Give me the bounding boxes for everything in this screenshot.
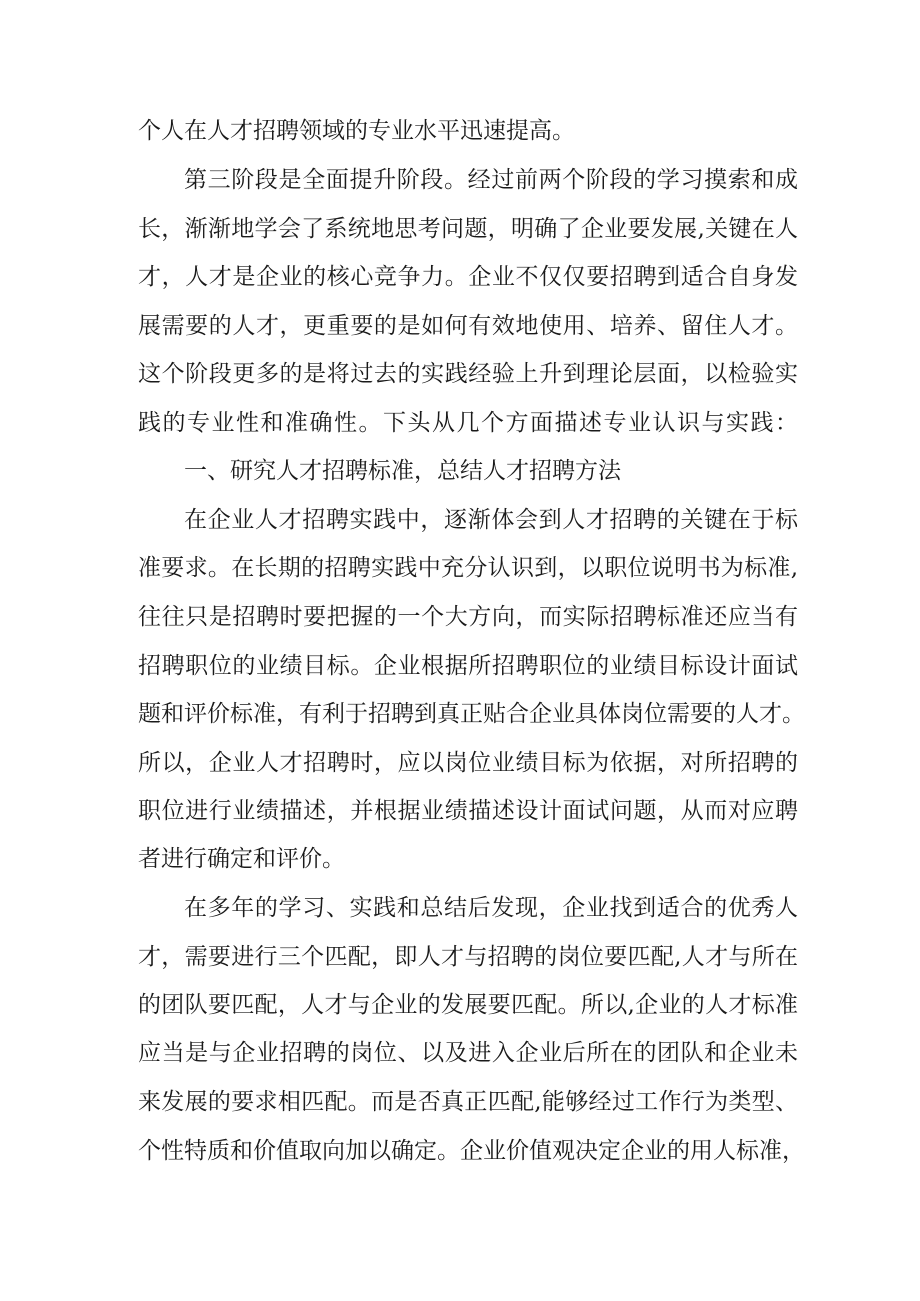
text-line: 职位进行业绩描述，并根据业绩描述设计面试问题，从而对应聘: [138, 798, 798, 824]
text-line: 在企业人才招聘实践中，逐渐体会到人才招聘的关键在于标: [184, 507, 798, 533]
text-line: 个性特质和价值取向加以确定。企业价值观决定企业的用人标准，: [138, 1138, 805, 1164]
text-line: 题和评价标准，有利于招聘到真正贴合企业具体岗位需要的人才。: [138, 701, 805, 727]
text-line: 个人在人才招聘领域的专业水平迅速提高。: [138, 118, 575, 144]
text-line: 践的专业性和准确性。下头从几个方面描述专业认识与实践：: [138, 410, 798, 436]
text-line: 才，人才是企业的核心竞争力。企业不仅仅要招聘到适合自身发: [138, 264, 798, 290]
text-line: 这个阶段更多的是将过去的实践经验上升到理论层面，以检验实: [138, 361, 798, 387]
text-line: 者进行确定和评价。: [138, 846, 345, 872]
text-line: 长，渐渐地学会了系统地思考问题，明确了企业要发展,关键在人: [138, 216, 798, 242]
text-line: 第三阶段是全面提升阶段。经过前两个阶段的学习摸索和成: [184, 167, 798, 193]
text-line: 在多年的学习、实践和总结后发现，企业找到适合的优秀人: [184, 895, 798, 921]
text-line: 来发展的要求相匹配。而是否真正匹配,能够经过工作行为类型、: [138, 1089, 798, 1115]
text-line: 一、研究人才招聘标准，总结人才招聘方法: [184, 458, 621, 484]
text-line: 所以，企业人才招聘时，应以岗位业绩目标为依据，对所招聘的: [138, 750, 798, 776]
text-line: 招聘职位的业绩目标。企业根据所招聘职位的业绩目标设计面试: [138, 653, 798, 679]
text-line: 才，需要进行三个匹配，即人才与招聘的岗位要匹配,人才与所在: [138, 944, 798, 970]
text-line: 的团队要匹配，人才与企业的发展要匹配。所以,企业的人才标准: [138, 992, 798, 1018]
text-line: 应当是与企业招聘的岗位、以及进入企业后所在的团队和企业未: [138, 1040, 798, 1066]
text-line: 准要求。在长期的招聘实践中充分认识到，以职位说明书为标准,: [138, 555, 798, 581]
text-line: 展需要的人才，更重要的是如何有效地使用、培养、留住人才。: [138, 313, 798, 339]
text-line: 往往只是招聘时要把握的一个大方向，而实际招聘标准还应当有: [138, 604, 798, 630]
